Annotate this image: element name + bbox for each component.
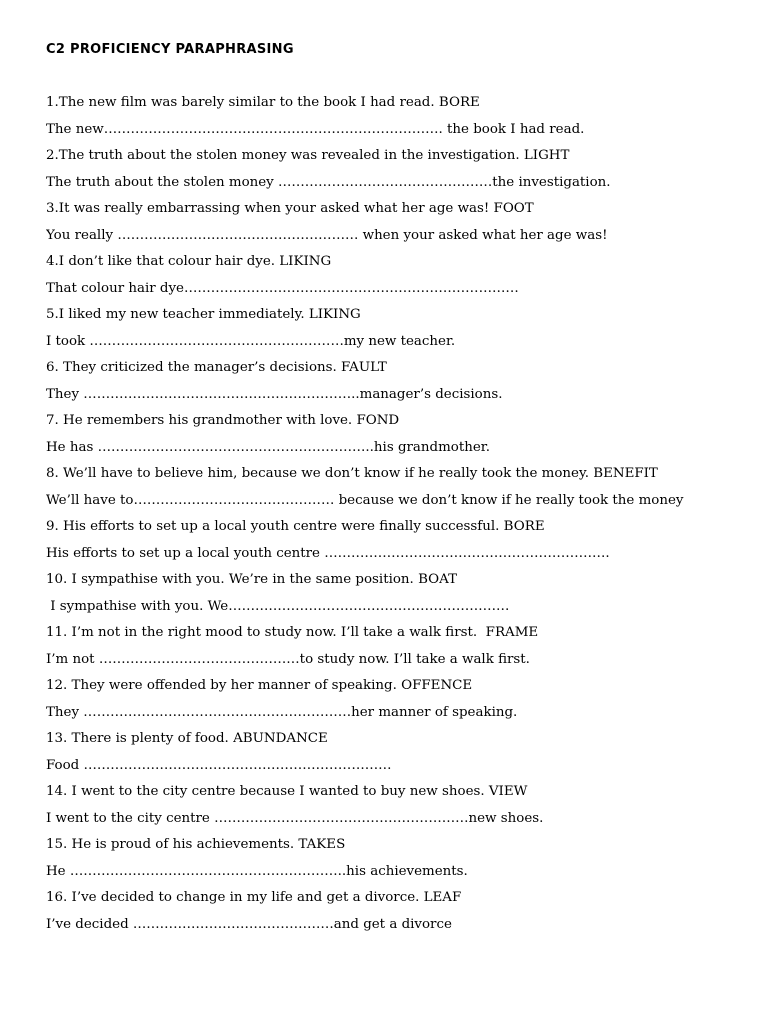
exercise-prompt: 7. He remembers his grandmother with love. FOND <box>46 413 400 428</box>
exercise-item <box>46 196 762 249</box>
exercise-prompt: 5.I liked my new teacher immediately. LIKING <box>46 307 361 322</box>
exercise-prompt: 13. There is plenty of food. ABUNDANCE <box>46 731 328 746</box>
exercise-answer-line: They ……………………………………………………..manager’s decisions. <box>46 386 503 402</box>
exercise-answer-line: You really ……………………………………………… when your asked what her age was! <box>46 227 608 243</box>
exercise-item <box>46 673 762 726</box>
exercise-answer-line: I took …………………………………………………my new teacher. <box>46 333 456 349</box>
exercise-item <box>46 620 762 673</box>
exercise-answer-line: I’ve decided ………………………………………and get a divorce <box>46 916 452 932</box>
exercise-prompt: 3.It was really embarrassing when your asked what her age was! FOOT <box>46 201 534 216</box>
exercise-item <box>46 514 762 567</box>
exercise-item <box>46 408 762 461</box>
exercise-answer-line: The new…………………………………………………………………. the book I had read. <box>46 121 585 137</box>
exercise-prompt: 16. I’ve decided to change in my life and get a divorce. LEAF <box>46 890 462 905</box>
exercise-answer-line: That colour hair dye………………………………………………………………… <box>46 280 519 296</box>
exercise-item <box>46 461 762 514</box>
exercise-answer-line: Food …………………………………………………………… <box>46 757 392 773</box>
exercise-item <box>46 832 762 885</box>
exercise-item <box>46 249 762 302</box>
exercise-prompt: 9. His efforts to set up a local youth centre were finally successful. BORE <box>46 519 545 534</box>
exercise-answer-line: He ……………………………………………………..his achievements. <box>46 863 468 879</box>
exercise-prompt: 4.I don’t like that colour hair dye. LIKING <box>46 254 332 269</box>
exercise-prompt: 11. I’m not in the right mood to study now. I’ll take a walk first. FRAME <box>46 625 539 640</box>
exercise-item <box>46 302 762 355</box>
exercise-prompt: 10. I sympathise with you. We’re in the same position. BOAT <box>46 572 458 587</box>
exercise-answer-line: They ……………………………………………………her manner of speaking. <box>46 704 518 720</box>
exercise-item <box>46 726 762 779</box>
exercise-item <box>46 143 762 196</box>
exercise-prompt: 2.The truth about the stolen money was revealed in the investigation. LIGHT <box>46 148 570 163</box>
exercise-item <box>46 885 762 938</box>
exercise-item <box>46 90 762 143</box>
exercise-item <box>46 779 762 832</box>
exercise-prompt: 6. They criticized the manager’s decisions. FAULT <box>46 360 387 375</box>
exercise-prompt: 14. I went to the city centre because I wanted to buy new shoes. VIEW <box>46 784 528 799</box>
exercise-prompt: 12. They were offended by her manner of speaking. OFFENCE <box>46 678 473 693</box>
exercise-list <box>46 90 762 938</box>
exercise-answer-line: His efforts to set up a local youth centre ………………………………………………………. <box>46 545 610 561</box>
exercise-prompt: 8. We’ll have to believe him, because we don’t know if he really took the money. BENEFIT <box>46 466 658 481</box>
exercise-answer-line: I went to the city centre …………………………………………………new shoes. <box>46 810 544 826</box>
exercise-item <box>46 567 762 620</box>
exercise-answer-line: I’m not ………………………………………to study now. I’ll take a walk first. <box>46 651 530 667</box>
exercise-answer-line: I sympathise with you. We……………………………………………………… <box>46 598 510 614</box>
exercise-item <box>46 355 762 408</box>
exercise-answer-line: We’ll have to……………………………………… because we don’t know if he really took the money <box>46 492 684 508</box>
page-title: C2 PROFICIENCY PARAPHRASING <box>46 42 294 57</box>
exercise-answer-line: The truth about the stolen money …………………………………………the investigation. <box>46 174 611 190</box>
exercise-prompt: 1.The new film was barely similar to the book I had read. BORE <box>46 95 480 110</box>
exercise-prompt: 15. He is proud of his achievements. TAKES <box>46 837 346 852</box>
exercise-answer-line: He has ……………………………………………………..his grandmother. <box>46 439 490 455</box>
